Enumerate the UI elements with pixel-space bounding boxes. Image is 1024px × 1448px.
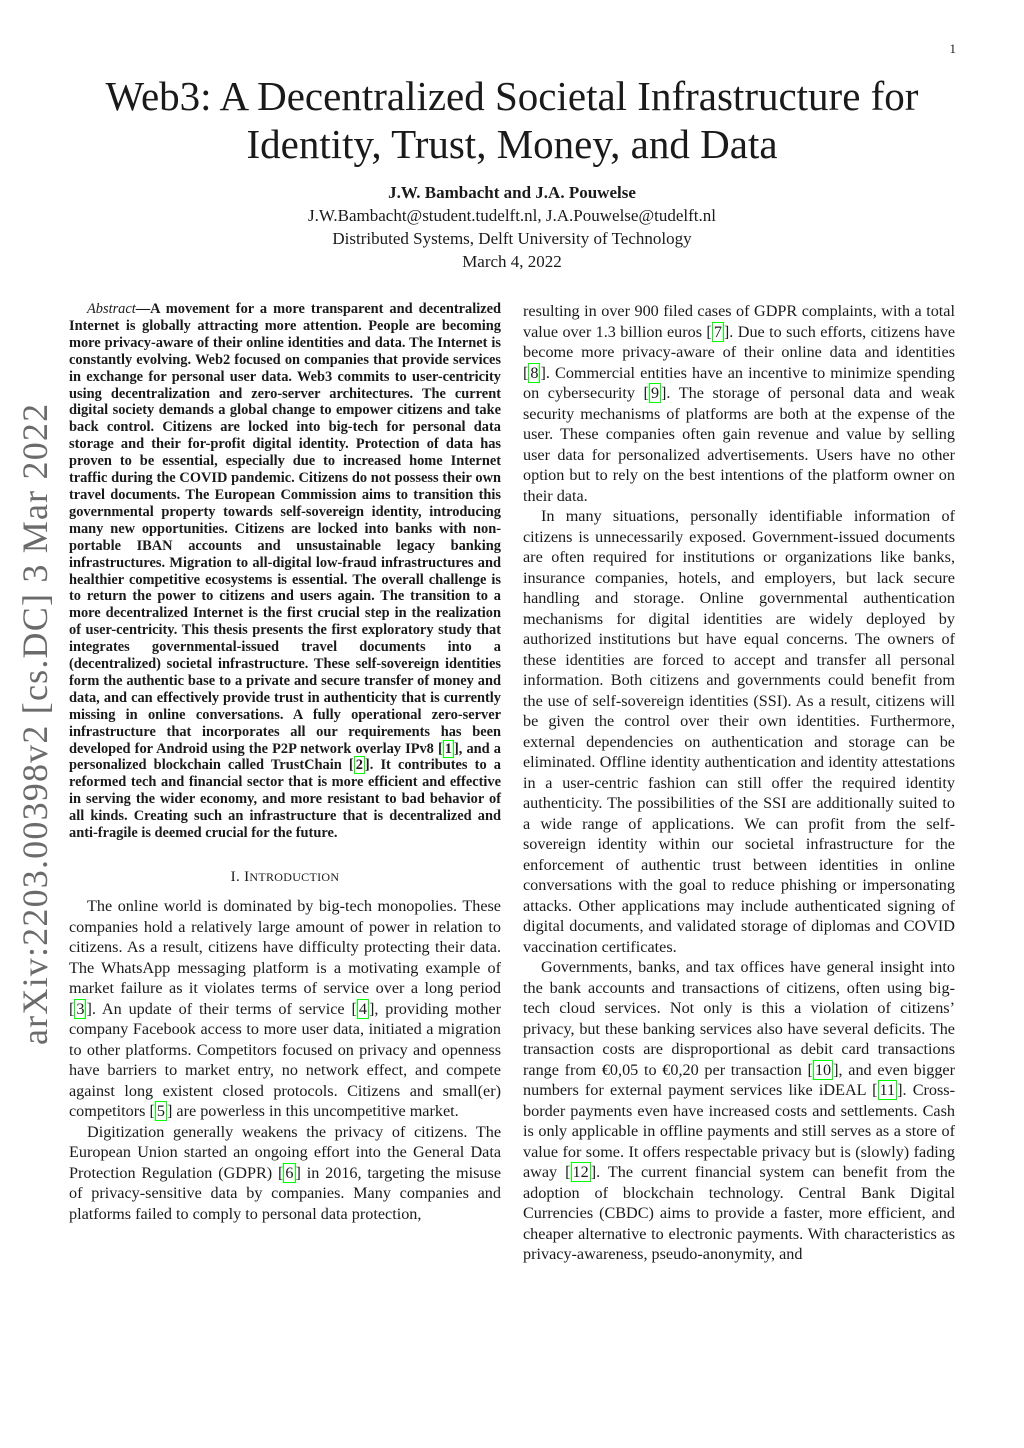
left-column: [69, 301, 501, 1224]
section-heading-introduction: [69, 869, 501, 886]
intro-p3-text-1: resulting in over 900 filed cases of GDPR complaints, with a total value over 1.3 billion euros: [523, 302, 955, 341]
intro-p1-text-2: . An update of their terms of service: [91, 999, 352, 1018]
author-names: J.W. Bambacht and J.A. Pouwelse: [388, 183, 636, 202]
author-affiliation: Distributed Systems, Delft University of Technology: [332, 229, 692, 248]
abstract-text-2: , and a personalized blockchain called TrustChain: [69, 740, 501, 774]
citation-link-8[interactable]: 8: [530, 363, 539, 382]
abstract-text-3: . It contributes to a reformed tech and financial sector that is more efficient and effective in serving the wider economy, and more resistant to bad behavior of all kinds. Creating such an infrastructure that is decentralized and anti-fragile is deemed crucial for the future.: [69, 757, 501, 842]
intro-p3-text-4: . The storage of personal data and weak security mechanisms of platforms are both at the expense of the user. These companies often gain revenue and value by selling user data for personalized advertisements. Users have no other option but to rely on the best intentions of the platform owner on their data.: [523, 384, 955, 505]
intro-p3-text-2: . Due to such efforts, citizens have become more privacy-aware of their online data and identities: [523, 322, 956, 361]
section-numeral: I.: [230, 869, 241, 885]
intro-p5-text-1: Governments, banks, and tax offices have general insight into the bank accounts and transactions of citizens, often using big-tech cloud services. Not only is this a violation of citizens’ privacy, but these banking services also have several deficits. The transaction costs are disproportional as debit card transactions range from €0,05 to €0,20 per transaction: [523, 958, 955, 1079]
intro-paragraph-2: Digitization generally weakens the privacy of citizens. The European Union started an ongoing effort into the General Data Protection Regulation (GDPR) [ 6 ] in 2016, targeting the misuse of privacy-sensitive data by companies. Many companies and platforms failed to comply to personal data protection,: [69, 1122, 502, 1223]
intro-p2-text-1: Digitization generally weakens the privacy of citizens. The European Union started an ongoing effort into the General Data Protection Regulation (GDPR): [69, 1122, 501, 1182]
citation-link-4[interactable]: 4: [358, 999, 367, 1018]
intro-p1-text-3: , providing mother company Facebook access to more user data, initiated a migration to other platforms. Competitors focused on privacy and openness have barriers to market entry, no network effect, and compete against long existent closed protocols. Citizens and small(er) competitors: [69, 999, 501, 1120]
right-column: [523, 301, 955, 1265]
citation-link-6[interactable]: 6: [285, 1163, 294, 1182]
intro-paragraph-2-continued: resulting in over 900 filed cases of GDPR complaints, with a total value over 1.3 billion euros [ 7 ]. Due to such efforts, citizens have become more privacy-aware of their online data and identities [ 8 ]. Commercial entities have an incentive to minimize spending on cybersecurity [ 9 ]. The storage of personal data and weak security mechanisms of platforms are both at the expense of the user. These companies often gain revenue and value by selling user data for personalized advertisements. Users have no other option but to rely on the best intentions of the platform owner on their data.: [523, 302, 956, 505]
citation-link-7[interactable]: 7: [713, 322, 722, 341]
abstract-dash: —: [135, 301, 151, 317]
citation-link-9[interactable]: 9: [650, 384, 660, 402]
intro-paragraph-1: The online world is dominated by big-tech monopolies. These companies hold a relatively large amount of power in relation to citizens. As a result, citizens have difficulty protecting their data. The WhatsApp messaging platform is a motivating example of market failure as it violates terms of service over a long period [ 3 ]. An update of their terms of service [ 4 ], providing mother company Facebook access to more user data, initiated a migration to other platforms. Competitors focused on privacy and openness have barriers to market entry, no network effect, and compete against long existent closed protocols. Citizens and small(er) competitors [ 5 ] are powerless in this uncompetitive market.: [69, 897, 501, 1120]
paper-title-line-2: Identity, Trust, Money, and Data: [246, 121, 778, 167]
abstract-label: Abstract: [87, 301, 136, 317]
citation-link-11[interactable]: 11: [879, 1081, 896, 1099]
intro-p2-text-2: in 2016, targeting the misuse of privacy-sensitive data by companies. Many companies and platforms failed to comply to personal data protection,: [69, 1163, 502, 1223]
intro-p3-text-3: . Commercial entities have an incentive to minimize spending on cybersecurity: [523, 363, 955, 402]
intro-paragraph-4: Governments, banks, and tax offices have general insight into the bank accounts and transactions of citizens, often using big-tech cloud services. Not only is this a violation of citizens’ privacy, but these banking services also have several deficits. The transaction costs are disproportional as debit card transactions range from €0,05 to €0,20 per transaction [ 10 ], and even bigger numbers for external payment services like iDEAL [ 11 ]. Cross-border payments even have increased costs and settlements. Cash is only applicable in offline payments and still serves as a store of value for some. It offers respectable privacy but is (slowly) fading away [ 12 ]. The current financial system can benefit from the adoption of blockchain technology. Central Bank Digital Currencies (CBDC) aims to provide a faster, more efficient, and cheaper alternative to electronic payments. With characteristics as privacy-awareness, pseudo-anonymity, and: [523, 958, 956, 1263]
paper-title-line-1: Web3: A Decentralized Societal Infrastructure for: [105, 73, 919, 119]
intro-p5-text-3: . Cross-border payments even have increased costs and settlements. Cash is only applicable in offline payments and still serves as a store of value for some. It offers respectable privacy but is (slowly) fading away: [523, 1081, 956, 1181]
abstract: Abstract—A movement for a more transparent and decentralized Internet is globally attracting more attention. People are becoming more privacy-aware of their online identities and data. The Internet is constantly evolving. Web2 focused on companies that provide services in exchange for personal user data. Web3 commits to user-centricity using decentralization and zero-server architectures. The current digital society demands a global change to empower citizens and take back control. Citizens are locked into big-tech for personal data storage and their for-profit digital identity. Protection of data has proven to be essential, especially due to increased home Internet traffic during the COVID pandemic. Citizens do not possess their own travel documents. The European Commission aims to transition this governmental property towards self-sovereign identity, introducing many new opportunities. Citizens are locked into banks with non-portable IBAN accounts and unsustainable legacy banking infrastructures. Migration to all-digital low-fraud infrastructures and healthier competitive ecosystems is essential. The overall challenge is to return the power to citizens and users again. The transition to a more decentralized Internet is the first crucial step in the realization of user-centricity. This thesis presents the first exploratory study that integrates governmental-issued travel documents into a (decentralized) societal infrastructure. These self-sovereign identities form the authentic base to a private and secure transfer of money and data, and can effectively provide trust in authenticity that is currently missing in online conversations. A fully operational zero-server infrastructure that incorporates all our requirements has been developed for Android using the P2P network overlay IPv8 [ 1 ], and a personalized blockchain called TrustChain [ 2 ]. It contributes to a reformed tech and financial sector that is more efficient and effective in serving the wider economy, and more resistant to bad behavior of all kinds. Creating such an infrastructure that is decentralized and anti-fragile is deemed crucial for the future.: [69, 301, 501, 842]
intro-p1-text-4: are powerless in this uncompetitive market.: [172, 1102, 459, 1120]
section-title-initial: I: [244, 869, 250, 885]
intro-p1-text-1: The online world is dominated by big-tech monopolies. These companies hold a relatively large amount of power in relation to citizens. As a result, citizens have difficulty protecting their data. The WhatsApp messaging platform is a motivating example of market failure as it violates terms of service over a long period: [69, 897, 501, 997]
intro-paragraph-3: In many situations, personally identifiable information of citizens is unnecessarily exposed. Government-issued documents are often required for institutions or organizations like banks, insurance companies, hotels, and employers, but lack secure handling and storage. Online governmental authentication mechanisms for digital identities are widely deployed by authorized institutions but have equal concerns. The owners of these identities are forced to accept and transfer all personal information. Both citizens and governments could benefit from the use of self-sovereign identities (SSI). As a result, citizens will be given the control over their own identities. Furthermore, external dependencies on authentication and storage can be eliminated. Offline identity authentication and identity attestations in a user-centric fashion can still offer the required identity authenticity. The possibilities of the SSI are additionally suited to a wide range of applications. We can profit from the self-sovereign identity within our societal infrastructure for the enforcement of authentic trust between identities in online conversations with the goal to reduce phishing or impersonating attacks. Other applications may include authenticated signing of digital documents, and validated storage of diplomas and COVID vaccination certificates.: [523, 507, 955, 956]
citation-link-5[interactable]: 5: [156, 1102, 165, 1120]
paper-title: [0, 72, 1024, 168]
citation-link-2[interactable]: 2: [355, 757, 363, 774]
citation-link-1[interactable]: 1: [444, 740, 452, 757]
intro-p5-text-2: , and even bigger numbers for external payment services like iDEAL: [523, 1060, 955, 1099]
author-emails: J.W.Bambacht@student.tudelft.nl, J.A.Pouwelse@tudelft.nl: [308, 206, 716, 225]
page-number: 1: [949, 41, 956, 56]
citation-link-12[interactable]: 12: [572, 1163, 589, 1181]
abstract-text-1: A movement for a more transparent and decentralized Internet is globally attracting more attention. People are becoming more privacy-aware of their online identities and data. The Internet is constantly evolving. Web2 focused on companies that provide services in exchange for personal user data. Web3 commits to user-centricity using decentralization and zero-server architectures. The current digital society demands a global change to empower citizens and take back control. Citizens are locked into big-tech for personal data storage and their for-profit digital identity. Protection of data has proven to be essential, especially due to increased home Internet traffic during the COVID pandemic. Citizens do not possess their own travel documents. The European Commission aims to transition this governmental property towards self-sovereign identity, introducing many new opportunities. Citizens are locked into banks with non-portable IBAN accounts and unsustainable legacy banking infrastructures. Migration to all-digital low-fraud infrastructures and healthier competitive ecosystems is essential. The overall challenge is to return the power to citizens and users again. The transition to a more decentralized Internet is the first crucial step in the realization of user-centricity. This thesis presents the first exploratory study that integrates governmental-issued travel documents into a (decentralized) societal infrastructure. These self-sovereign identities form the authentic base to a private and secure transfer of money and data, and can effectively provide trust in authenticity that is currently missing in online conversations. A fully operational zero-server infrastructure that incorporates all our requirements has been developed for Android using the P2P network overlay IPv8: [69, 301, 501, 757]
section-title-rest: NTRODUCTION: [249, 870, 340, 884]
citation-link-3[interactable]: 3: [76, 999, 85, 1018]
intro-p5-text-4: . The current financial system can benefit from the adoption of blockchain technology. Central Bank Digital Currencies (CBDC) aims to provide a faster, more efficient, and cheaper alternative to electronic payments. With characteristics as privacy-awareness, pseudo-anonymity, and: [523, 1163, 955, 1263]
publication-date: March 4, 2022: [462, 252, 562, 271]
citation-link-10[interactable]: 10: [814, 1060, 832, 1079]
arxiv-identifier-stamp[interactable]: arXiv:2203.00398v2 [cs.DC] 3 Mar 2022: [15, 402, 55, 1045]
